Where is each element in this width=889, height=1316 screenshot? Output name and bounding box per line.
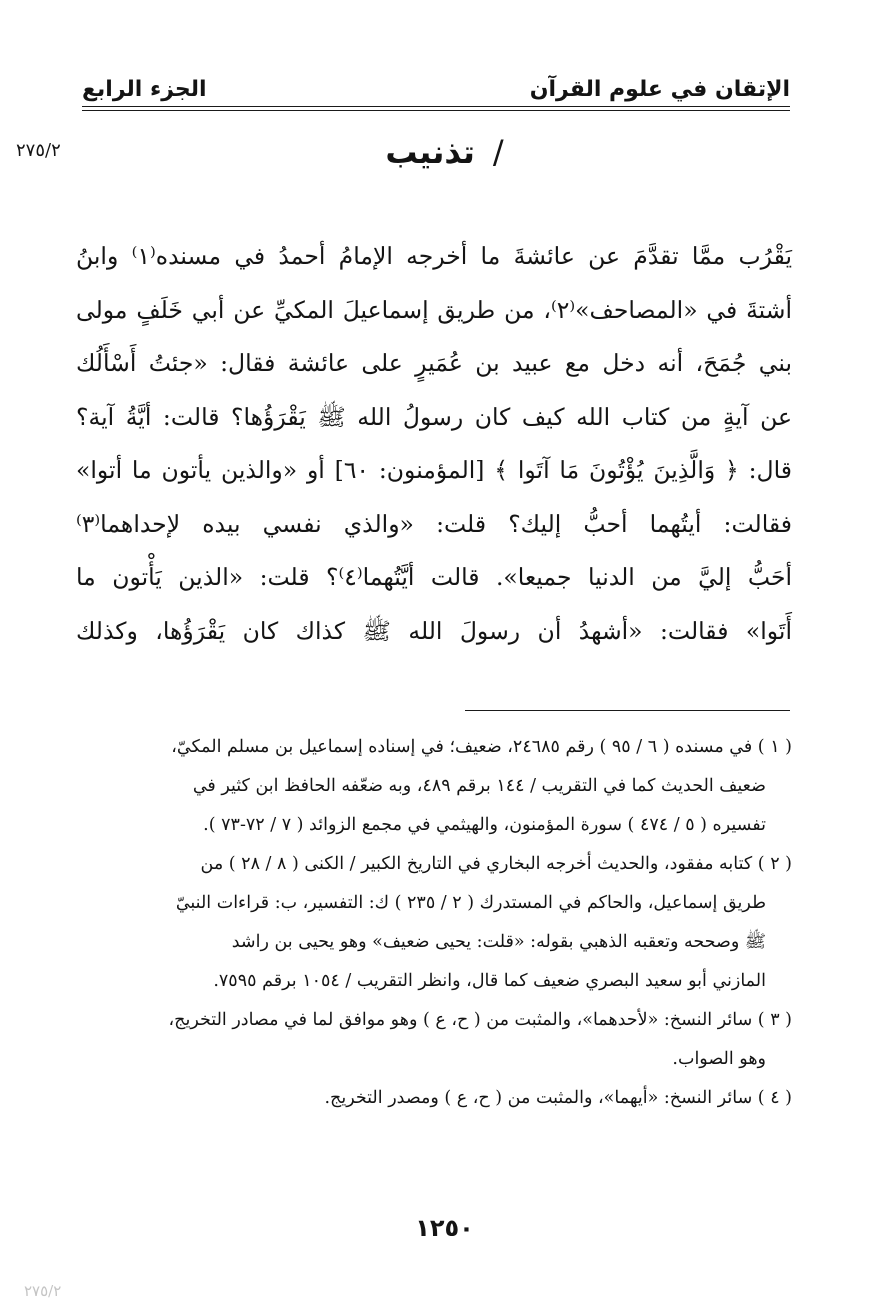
header-rule [82,106,790,107]
margin-reference: ٢٧٥/٢ [16,140,61,161]
footnote-line: طريق إسماعيل، والحاكم في المستدرك ( ٢ / ٢٣٥ ) ك: التفسير، ب: قراءات النبيّ [175,893,766,913]
footnote-line: ( ٤ ) سائر النسخ: «أيهما»، والمثبت من ( ح، ع ) ومصدر التخريج. [324,1088,792,1108]
running-head [82,56,790,102]
main-text [76,230,792,658]
footnote-1 [76,728,792,845]
footnote-line: المازني أبو سعيد البصري ضعيف كما قال، وانظر التقريب / ١٠٥٤ برقم ٧٥٩٥. [213,971,766,991]
title-slash: / [492,133,504,171]
footnote-line: ( ٢ ) كتابه مفقود، والحديث أخرجه البخاري في التاريخ الكبير / الكنى ( ٨ / ٢٨ ) من [200,854,792,874]
text-line: أشتةَ في «المصاحف»⁽٢⁾، من طريق إسماعيلَ المكيِّ عن أبي خَلَفٍ مولى [76,295,792,324]
footnote-line: ضعيف الحديث كما في التقريب / ١٤٤ برقم ٤٨٩، وبه ضعّفه الحافظ ابن كثير في [192,776,766,796]
text-line: أَتَوا» فقالت: «أشهدُ أن رسولَ الله ﷺ كذاك كان يَقْرَؤُها، وكذلك [76,616,792,645]
section-title: تذنيب [385,133,475,171]
volume-label: الجزء الرابع [82,77,207,102]
footnote-line: ( ٣ ) سائر النسخ: «لأحدهما»، والمثبت من ( ح، ع ) وهو موافق لما في مصادر التخريج، [168,1010,792,1030]
header-rule-thin [82,110,790,111]
footnote-2 [76,845,792,1001]
footnotes [76,728,792,1118]
footnote-line: ﷺ وصححه وتعقبه الذهبي بقوله: «قلت: يحيى ضعيف» وهو يحيى بن راشد [231,932,766,952]
faint-page-reference: ٢٧٥/٢ [24,1282,62,1300]
text-line: فقالت: أيتُهما أحبُّ إليك؟ قلت: «والذي نفسي بيده لإحداهما⁽٣⁾ [76,509,792,538]
page-number: ١٢٥٠ [415,1214,474,1242]
section-heading [0,124,889,180]
text-line: بني جُمَحَ، أنه دخل مع عبيد بن عُمَيرٍ على عائشة فقال: «جئتُ أَسْأَلُك [76,349,792,377]
footnote-line: ( ١ ) في مسنده ( ٦ / ٩٥ ) رقم ٢٤٦٨٥، ضعيف؛ في إسناده إسماعيل بن مسلم المكيّ، [171,737,792,757]
text-line: عن آيةٍ من كتاب الله كيف كان رسولُ الله ﷺ يَقْرَؤُها؟ قالت: أيَّةُ آية؟ [76,402,792,431]
footnote-line: وهو الصواب. [672,1049,766,1069]
text-line: أحَبُّ إليَّ من الدنيا جميعا». قالت أيَّتُهما⁽٤⁾؟ قلت: «الذين يَأْتون ما [76,563,792,591]
book-title: الإتقان في علوم القرآن [529,77,790,102]
footnote-separator [465,710,790,711]
footnote-line: تفسيره ( ٥ / ٤٧٤ ) سورة المؤمنون، والهيثمي في مجمع الزوائد ( ٧ / ٧٢-٧٣ ). [203,815,766,835]
text-line: يَقْرُب ممَّا تقدَّمَ عن عائشةَ ما أخرجه الإمامُ أحمدُ في مسنده⁽١⁾ وابنُ [76,242,792,270]
text-line: قال: ﴿ وَالَّذِينَ يُؤْتُونَ مَا آتَوا ﴾ [المؤمنون: ٦٠] أو «والذين يأتون ما أتوا» [76,456,792,484]
footnote-4 [76,1079,792,1118]
footnote-3 [76,1001,792,1079]
